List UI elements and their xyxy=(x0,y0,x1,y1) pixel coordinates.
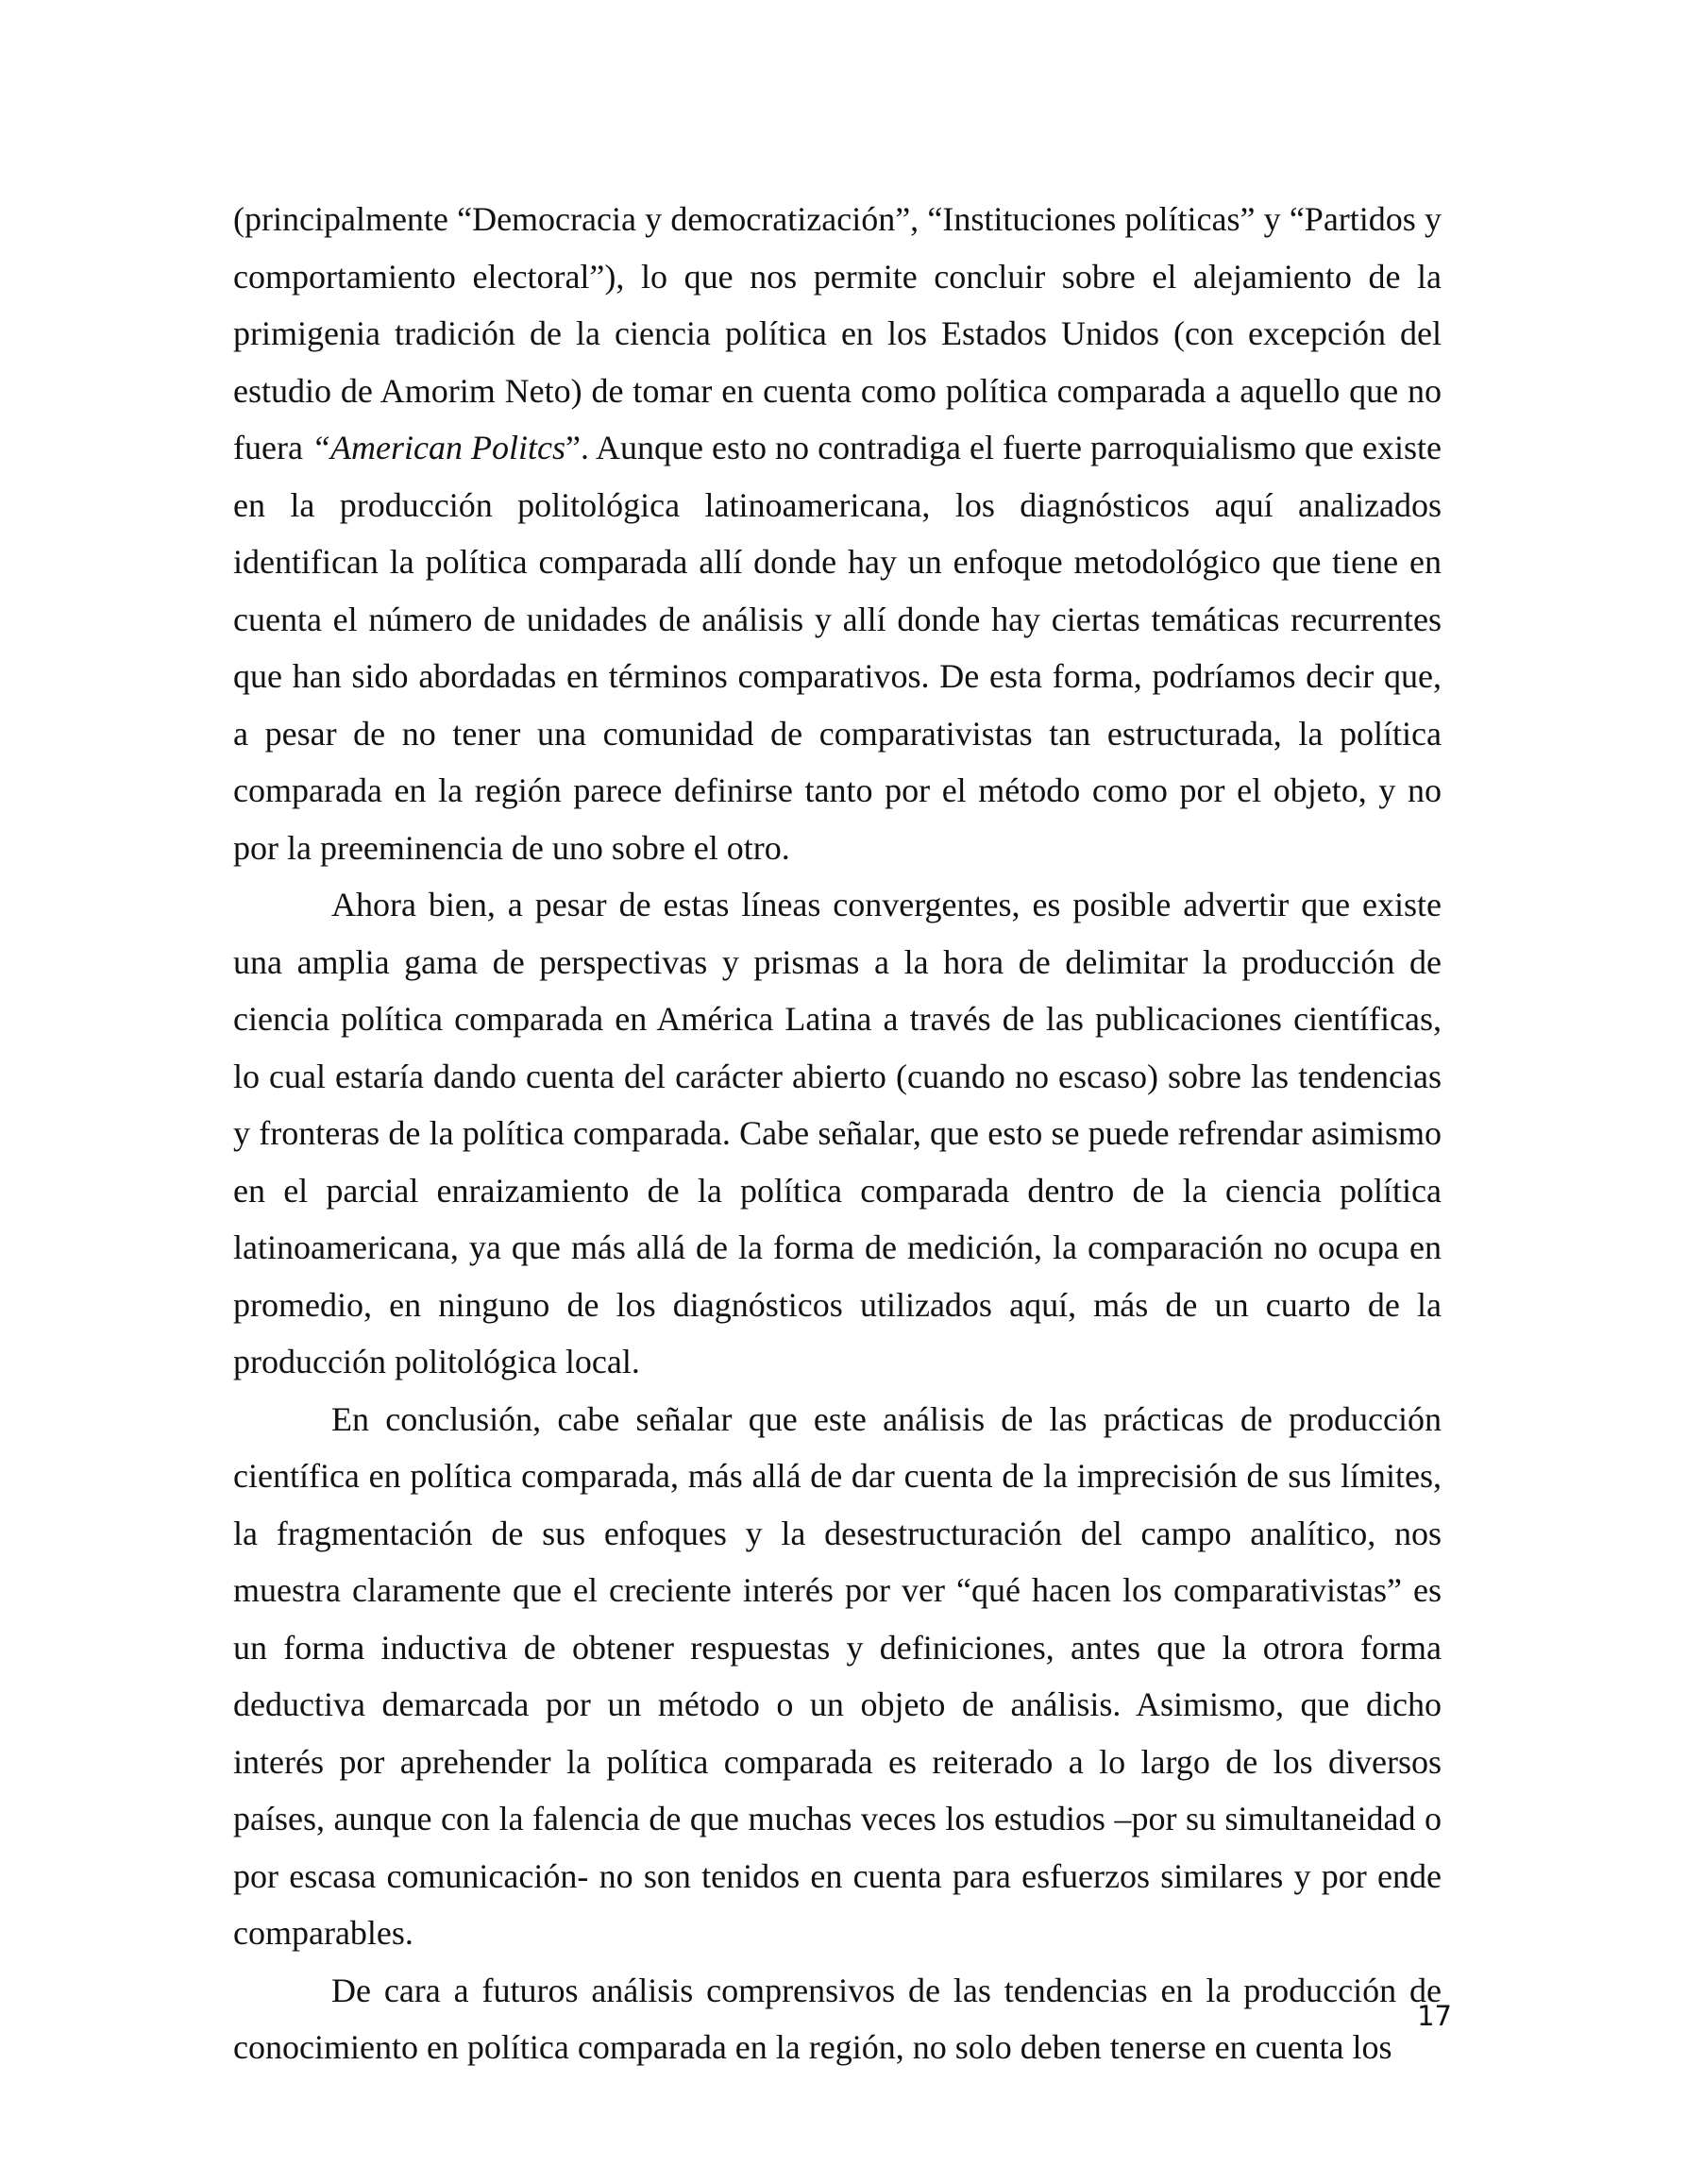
paragraph-1 xyxy=(233,191,1442,876)
paragraph-1-italic-title: “American Politcs xyxy=(311,429,565,466)
paragraph-1-text-b: ”. Aunque esto no contradiga el fuerte parroquialismo que existe en la producción politológica latinoamericana, los diagnósticos aquí analizados identifican la política comparada allí donde hay un enfoque metodológico que tiene en cuenta el número de unidades de análisis y allí donde hay ciertas temáticas recurrentes que han sido abordadas en términos comparativos. De esta forma, podríamos decir que, a pesar de no tener una comunidad de comparativistas tan estructurada, la política comparada en la región parece definirse tanto por el método como por el objeto, y no por la preeminencia de uno sobre el otro. xyxy=(233,429,1442,867)
paragraph-2: Ahora bien, a pesar de estas líneas convergentes, es posible advertir que existe una amplia gama de perspectivas y prismas a la hora de delimitar la producción de ciencia política comparada en América Latina a través de las publicaciones científicas, lo cual estaría dando cuenta del carácter abierto (cuando no escaso) sobre las tendencias y fronteras de la política comparada. Cabe señalar, que esto se puede refrendar asimismo en el parcial enraizamiento de la política comparada dentro de la ciencia política latinoamericana, ya que más allá de la forma de medición, la comparación no ocupa en promedio, en ninguno de los diagnósticos utilizados aquí, más de un cuarto de la producción politológica local. xyxy=(233,886,1442,1380)
paragraph-4: De cara a futuros análisis comprensivos de las tendencias en la producción de conocimiento en política comparada en la región, no solo deben tenerse en cuenta los xyxy=(233,1971,1442,2066)
paragraph-3: En conclusión, cabe señalar que este análisis de las prácticas de producción científica en política comparada, más allá de dar cuenta de la imprecisión de sus límites, la fragmentación de sus enfoques y la desestructuración del campo analítico, nos muestra claramente que el creciente interés por ver “qué hacen los comparativistas” es un forma inductiva de obtener respuestas y definiciones, antes que la otrora forma deductiva demarcada por un método o un objeto de análisis. Asimismo, que dicho interés por aprehender la política comparada es reiterado a lo largo de los diversos países, aunque con la falencia de que muchas veces los estudios –por su simultaneidad o por escasa comunicación- no son tenidos en cuenta para esfuerzos similares y por ende comparables. xyxy=(233,1399,1442,1952)
body-text xyxy=(233,191,1442,2076)
page-number: 17 xyxy=(1417,2000,1452,2032)
paragraph-1-text-a: (principalmente “Democracia y democratización”, “Instituciones políticas” y “Partidos y comportamiento electoral”), lo que nos permite concluir sobre el alejamiento de la primigenia tradición de la ciencia política en los Estados Unidos (con excepción del estudio de Amorim Neto) de tomar en cuenta como política comparada a aquello que no fuera xyxy=(233,200,1442,466)
